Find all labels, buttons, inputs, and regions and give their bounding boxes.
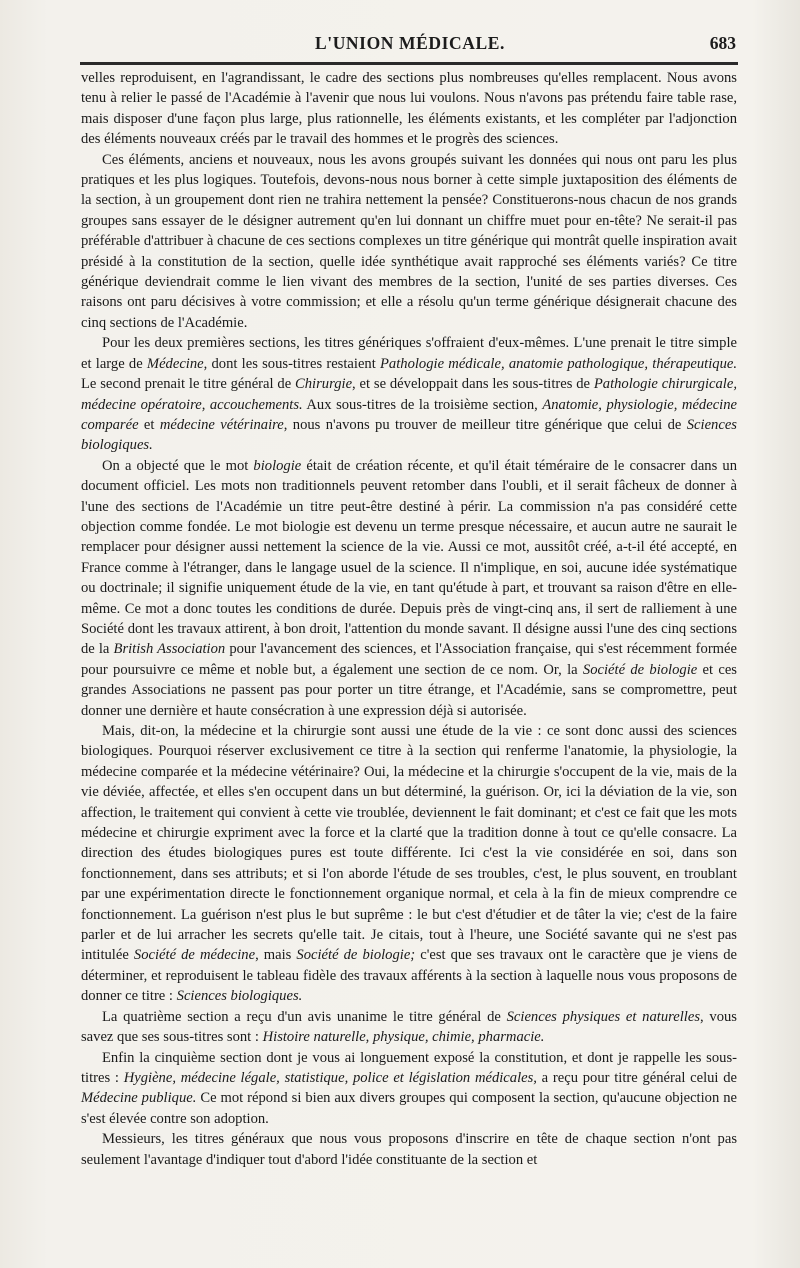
text-run: , et se développait dans les sous-titres de [352,376,594,393]
italic-run: British Association [113,641,226,658]
text-run: Ces éléments, anciens et nouveaux, nous les avons groupés suivant les données qui nous ont paru les plus pratiques et les plus logiques. Toutefois, devons-nous nous borner à cette simple juxtaposition des éléments de la section, à un groupement dont rien ne trahira nettement la pensée? Constituerons-nous chacun de nos grands groupes sans essayer de le désigner autrement qu'en lui donnant un chiffre muet pour en-tête? Ne serait-il pas préférable d'attribuer à chacune de ces sections complexes un titre générique qui montrât quelle inspiration avait présidé à la constitution de la section, quelle idée synthétique avait rapproché ses éléments variés? Ce titre générique deviendrait comme le lien vivant des membres de la section, l'unité de ses parties diverses. Ces raisons ont paru décisives à votre commission; et elle a résolu qu'un terme générique désignerait chacune des cinq sections de l'Académie. [81,151,737,331]
italic-run: Histoire naturelle, physique, chimie, pharmacie. [262,1029,545,1046]
paragraph [81,1048,737,1130]
italic-run: Hygiène, médecine légale, statistique, police et législation médicales, [123,1069,537,1086]
page-header [80,30,740,60]
italic-run: Médecine [146,355,204,372]
header-rule [80,62,738,65]
italic-run: médecine vétérinaire [159,416,284,433]
text-run: , nous n'avons pu trouver de meilleur titre générique que celui de [283,416,687,433]
paragraph [81,456,737,721]
text-run: Messieurs, les titres généraux que nous vous proposons d'inscrire en tête de chaque section n'ont pas seulement l'avantage d'indiquer tout d'abord l'idée constituante de la section et [81,1131,737,1168]
page-number: 683 [709,33,736,53]
italic-run: Pathologie chirurgicale, médecine opératoire, accouchements. [81,376,737,413]
italic-run: Médecine publique. [81,1090,197,1107]
article-body [81,68,737,1170]
text-run: La quatrième section a reçu d'un avis unanime le titre général de [102,1008,507,1025]
text-run: , dont les sous-titres restaient [203,355,381,372]
text-run: Mais, dit-on, la médecine et la chirurgie sont aussi une étude de la vie : ce sont donc aussi des sciences biologiques. Pourquoi réserver exclusivement ce titre à la section qui renferme l'anatomie, la physiologie, la médecine comparée et la médecine vétérinaire? Oui, la médecine et la chirurgie s'occupent de la vie, mais de la vie déviée, affectée, et elles s'en occupent dans un but déterminé, la guérison. Or, ici la déviation de la vie, son affection, le traitement qui convient à cette vie troublée, deviennent le fait dominant; et c'est ce fait que les mots médecine et chirurgie expriment avec la force et la clarté que la tradition donne à tout ce qu'elle consacre. La direction des études biologiques pures est toute différente. Ici c'est la vie considérée en soi, dans son fonctionnement, dans ses attributs; et si l'on aborde l'étude de ses troubles, c'est, le plus souvent, en troublant par une expérimentation directe le fonctionnement organique normal, et cela à la fin de mieux comprendre ce fonctionnement. La guérison n'est plus le but suprême : le but c'est d'étudier et de tâter la vie; c'est de la faire parler et de lui arracher les secrets qu'elle tait. Je citais, tout à l'heure, une Société savante qui ne s'est pas intitulée [81,723,737,964]
italic-run: Pathologie médicale, anatomie pathologique, thérapeutique. [380,355,737,372]
text-run: Enfin la cinquième section dont je vous ai longuement exposé la constitution, et dont je rappelle les sous-titres : [81,1049,737,1086]
italic-run: Société de biologie [582,661,698,678]
paragraph [81,150,737,334]
text-run: était de création récente, et qu'il était téméraire de le consacrer dans un document officiel. Les mots non traditionnels peuvent retomber dans l'oubli, et il serait fâcheux de donner à l'une des sections de l'Académie un titre peut-être destiné à périr. La commission n'a pas considéré cette objection comme fondée. Le mot biologie est devenu un terme presque nécessaire, et aucun autre ne saurait le remplacer pour désigner aussi nettement la science de la vie. Aussi ce mot, aussitôt créé, a-t-il été accepté, en France comme à l'étranger, dans le langage usuel de la science. Il n'implique, en soi, aucune idée systématique ou doctrinale; il signifie uniquement étude de la vie, en tant qu'étude à part, et trouvant sa raison d'être en elle-même. Ce mot a donc toutes les conditions de durée. Depuis près de vingt-cinq ans, il sert de ralliement à une Société dont les travaux attirent, à bon droit, l'attention du monde savant. Il désigne aussi l'une des cinq sections de la [81,457,737,658]
italic-run: Société de biologie; [296,947,416,964]
text-run: On a objecté que le mot [102,457,254,474]
text-run: Aux sous-titres de la troisième section, [302,396,543,413]
italic-run: Chirurgie [295,376,353,393]
text-run: Pour les deux premières sections, les titres génériques s'offraient d'eux-mêmes. L'une prenait le titre simple et large de [81,335,737,372]
paragraph [81,1007,737,1048]
italic-run: Sciences physiques et naturelles [506,1008,701,1025]
text-run: et ces grandes Associations ne passent pas pour porter un titre étrange, et l'Académie, sans se compromettre, peut donner une dernière et haute consécration à une expression déjà si autorisée. [81,661,737,719]
italic-run: Sciences biologiques. [176,988,303,1005]
paragraph [81,68,737,150]
text-run: pour l'avancement des sciences, et l'Association française, qui s'est récemment formée pour poursuivre ce même et noble but, a également une section de ce nom. Or, la [81,641,737,678]
text-run: velles reproduisent, en l'agrandissant, le cadre des sections plus nombreuses qu'elles remplacent. Nous avons tenu à relier le passé de l'Académie à l'avenir que nous lui voulons. Nous n'avons pas prétendu faire table rase, mais disposer d'une façon plus large, plus rationnelle, les éléments existants, et les compléter par l'adjonction des éléments nouveaux créés par le travail des hommes et le progrès des sciences. [81,70,737,148]
text-run: , vous savez que ses sous-titres sont : [81,1008,737,1046]
text-run: et [138,416,160,433]
italic-run: Société de médecine [133,947,256,964]
text-run: a reçu pour titre général celui de [536,1069,737,1086]
paragraph [81,1129,737,1170]
text-run: Le second prenait le titre général de [81,376,296,393]
text-run: c'est que ses travaux ont le caractère que je viens de déterminer, et reproduisent le tableau fidèle des travaux afférents à la section à laquelle nous vous proposons de donner ce titre : [81,947,737,1005]
text-run: , mais [255,947,297,964]
italic-run: biologie [253,457,302,474]
italic-run: Anatomie, physiologie, médecine comparée [81,396,737,433]
text-run: Ce mot répond si bien aux divers groupes qui composent la section, qu'aucune objection ne s'est élevée contre son adoption. [81,1090,737,1127]
paragraph [81,721,737,1007]
paragraph [81,333,737,455]
italic-run: Sciences biologiques. [81,416,737,454]
running-title: L'UNION MÉDICALE. [314,33,506,53]
